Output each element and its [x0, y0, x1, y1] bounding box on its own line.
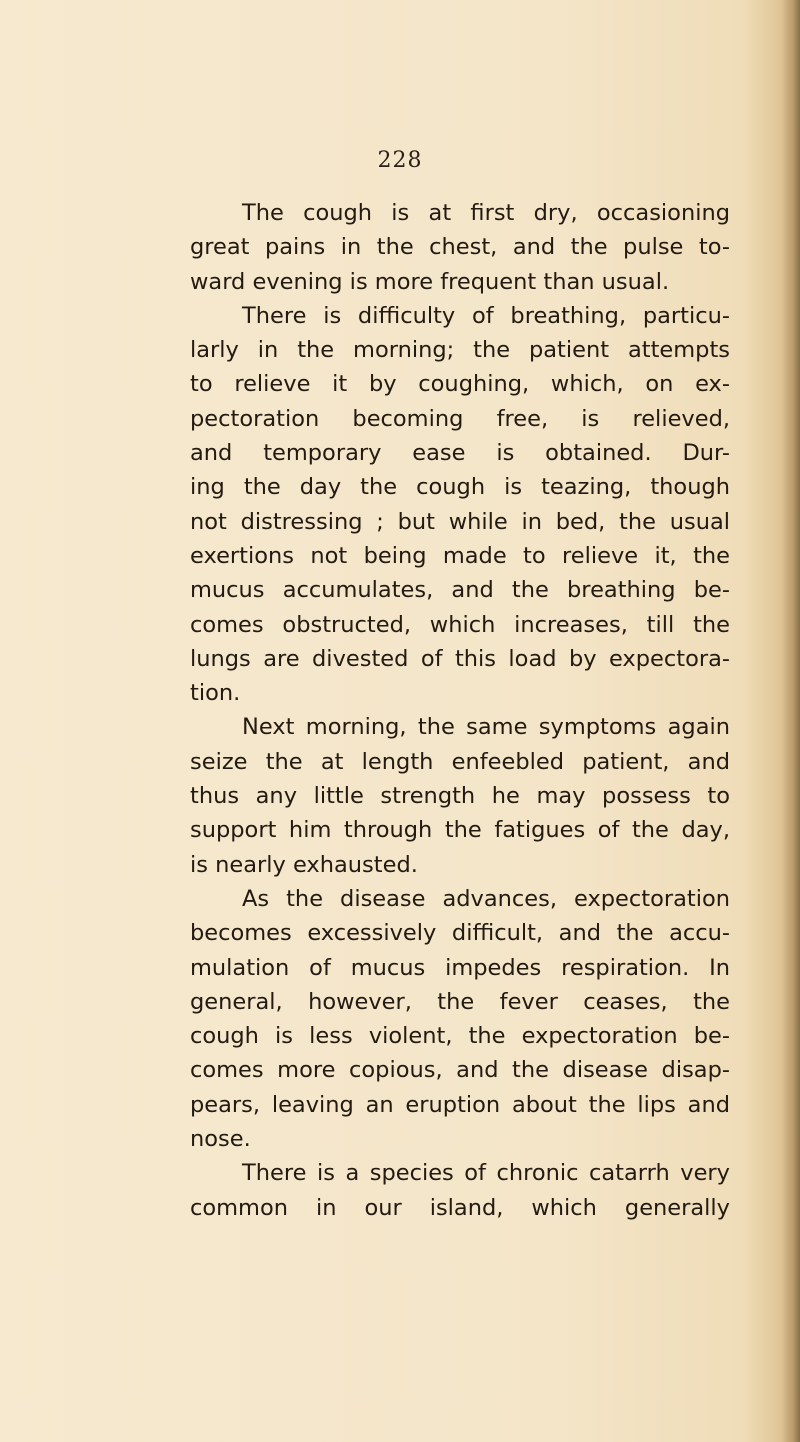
text-line: ward evening is more frequent than usual. — [190, 268, 670, 295]
text-line: There is a species of chronic catarrh very — [242, 1160, 730, 1187]
text-line: general, however, the fever ceases, the — [190, 988, 730, 1015]
text-line: and temporary ease is obtained. Dur- — [190, 440, 730, 467]
text-line: pectoration becoming free, is relieved, — [190, 405, 730, 432]
text-line: mucus accumulates, and the breathing be- — [190, 577, 730, 604]
text-line: As the disease advances, expectoration — [242, 885, 730, 912]
text-line: larly in the morning; the patient attempts — [190, 337, 730, 364]
text-line: support him through the fatigues of the day, — [190, 817, 730, 844]
text-line: comes obstructed, which increases, till the — [190, 611, 730, 638]
page-edge-shadow — [782, 0, 800, 1442]
body-text — [190, 196, 730, 1225]
text-line: exertions not being made to relieve it, the — [190, 542, 730, 569]
text-line: great pains in the chest, and the pulse to- — [190, 234, 730, 261]
text-line: lungs are divested of this load by expectora- — [190, 645, 730, 672]
text-line: common in our island, which generally — [190, 1194, 730, 1221]
text-line: thus any little strength he may possess to — [190, 783, 730, 810]
text-line: pears, leaving an eruption about the lips and — [190, 1091, 730, 1118]
text-line: comes more copious, and the disease disap- — [190, 1057, 730, 1084]
text-line: is nearly exhausted. — [190, 851, 418, 878]
text-line: The cough is at first dry, occasioning — [242, 200, 730, 226]
text-line: ing the day the cough is teazing, though — [190, 474, 730, 501]
text-line: not distressing ; but while in bed, the usual — [190, 508, 730, 535]
text-line: nose. — [190, 1126, 251, 1153]
text-line: seize the at length enfeebled patient, and — [190, 748, 730, 775]
text-line: to relieve it by coughing, which, on ex- — [190, 371, 730, 398]
text-line: Next morning, the same symptoms again — [242, 714, 730, 741]
text-line: cough is less violent, the expectoration be- — [190, 1023, 730, 1050]
text-line: tion. — [190, 680, 241, 707]
text-line: becomes excessively difficult, and the accu- — [190, 920, 730, 947]
text-line: mulation of mucus impedes respiration. In — [190, 954, 730, 981]
page-number: 228 — [377, 148, 423, 173]
text-line: There is difficulty of breathing, particu- — [242, 302, 730, 329]
